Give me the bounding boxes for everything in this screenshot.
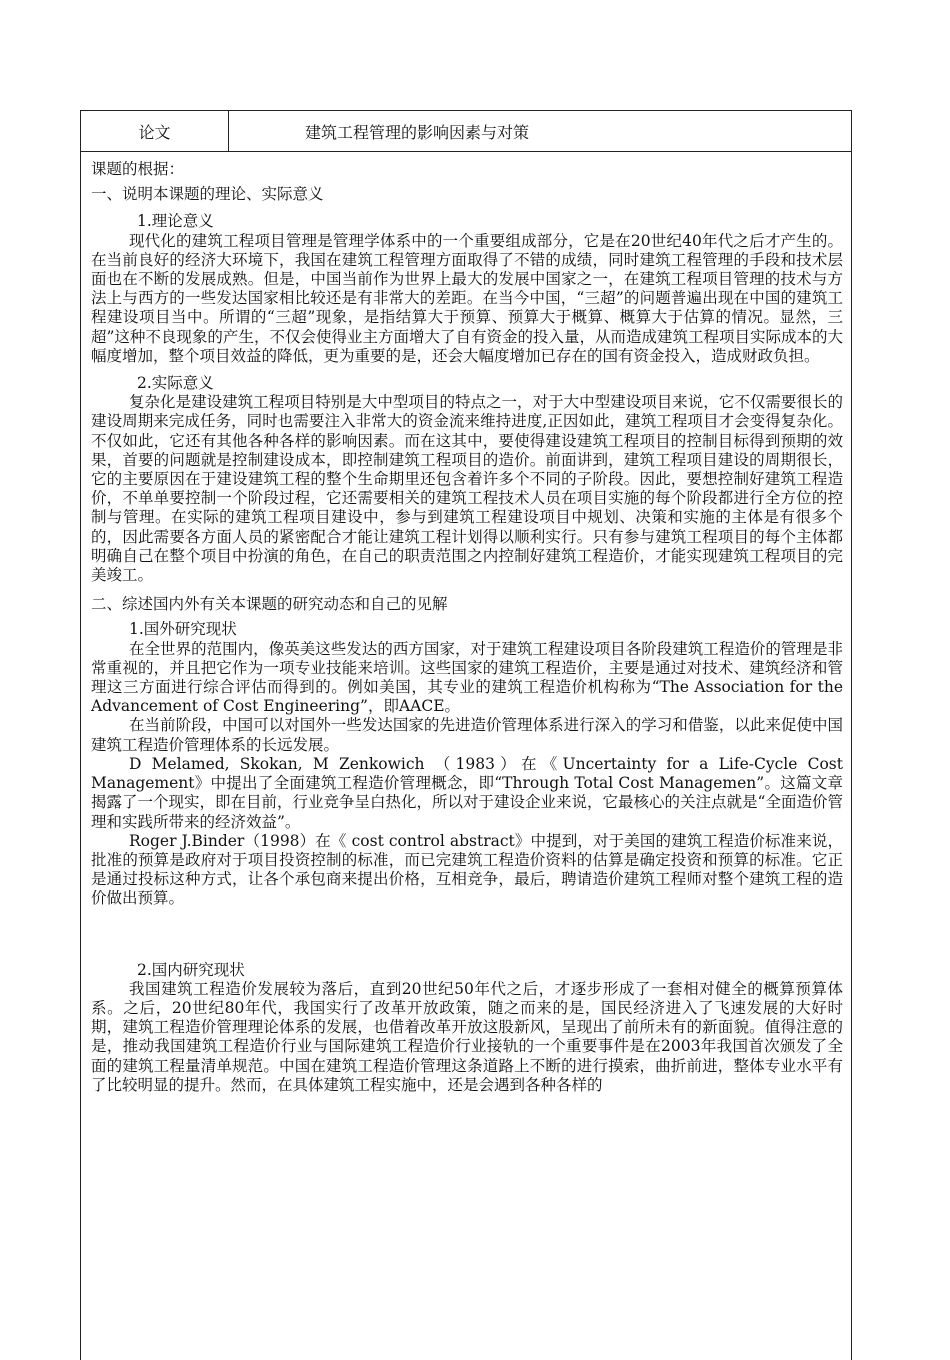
thesis-title: 建筑工程管理的影响因素与对策 (305, 122, 530, 142)
section-1-heading: 一、说明本课题的理论、实际意义 (91, 185, 324, 204)
section-2-1-paragraph-2: 在当前阶段，中国可以对国外一些发达国家的先进造价管理体系进行深入的学习和借鉴，以此来促使中国建筑工程造价管理体系的长远发展。 (91, 716, 843, 754)
section-2-1-paragraph-4: Roger J.Binder（1998）在《 cost control abstract》中提到，对于美国的建筑工程造价标准来说，批准的预算是政府对于项目投资控制的标准，而已完建筑工程造价资料的估算是确定投资和预算的标准。它正是通过投标这种方式，让各个承包商来提出价格，互相竞争，最后，聘请造价建筑工程师对整个建筑工程的造价做出预算。 (91, 831, 843, 908)
category-label: 论文 (81, 111, 229, 151)
content-cell (81, 152, 851, 1095)
form-table (80, 110, 852, 1360)
spacer (91, 909, 843, 961)
section-2-2-paragraph: 我国建筑工程造价发展较为落后，直到20世纪50年代之后，才逐步形成了一套相对健全的概算预算体系。之后，20世纪80年代，我国实行了改革开放政策，随之而来的是，国民经济进入了飞速发展的大好时期，建筑工程造价管理理论体系的发展，也借着改革开放这股新风，呈现出了前所未有的新面貌。值得注意的是，推动我国建筑工程造价行业与国际建筑工程造价行业接轨的一个重要事件是在2003年我国首次颁发了全面的建筑工程量清单规范。中国在建筑工程造价管理这条道路上不断的进行摸索，曲折前进，整体专业水平有了比较明显的提升。然而，在具体建筑工程实施中，还是会遇到各种各样的 (91, 979, 843, 1094)
section-1-2-paragraph: 复杂化是建设建筑工程项目特别是大中型项目的特点之一，对于大中型建设项目来说，它不仅需要很长的建设周期来完成任务，同时也需要注入非常大的资金流来维持进度,正因如此，建筑工程项目才会变得复杂化。不仅如此，它还有其他各种各样的影响因素。而在这其中，要使得建设建筑工程项目的控制目标得到预期的效果，首要的问题就是控制建设成本，即控制建筑工程项目的造价。前面讲到，建筑工程项目建设的周期很长，它的主要原因在于建设建筑工程的整个生命期里还包含着许多个不同的子阶段。因此，要想控制好建筑工程造价，不单单要控制一个阶段过程，它还需要相关的建筑工程技术人员在项目实施的每个阶段都进行全方位的控制与管理。在实际的建筑工程项目建设中，参与到建筑工程建设项目中规划、决策和实施的主体是有很多个的，因此需要各方面人员的紧密配合才能让建筑工程计划得以顺利实行。只有参与建筑工程项目的每个主体都明确自己在整个项目中扮演的角色，在自己的职责范围之内控制好建筑工程造价，才能实现建筑工程项目的完美竣工。 (91, 393, 843, 585)
section-2-1-paragraph-1: 在全世界的范围内，像英美这些发达的西方国家，对于建筑工程建设项目各阶段建筑工程造价的管理是非常重视的，并且把它作为一项专业技能来培训。这些国家的建筑工程造价，主要是通过对技术、建筑经济和管理这三方面进行综合评估而得到的。例如美国，其专业的建筑工程造价机构称为“The Association for the Advancement of Cost Engineering”，即AACE。 (91, 639, 843, 716)
section-1-2-heading: 2.实际意义 (137, 374, 214, 393)
basis-label: 课题的根据： (91, 160, 185, 178)
section-2-2-heading: 2.国内研究现状 (137, 960, 245, 979)
section-1-1-paragraph: 现代化的建筑工程项目管理是管理学体系中的一个重要组成部分，它是在20世纪40年代之后才产生的。在当前良好的经济大环境下，我国在建筑工程管理方面取得了不错的成绩，同时建筑工程管理的手段和技术层面也在不断的发展成熟。但是，中国当前作为世界上最大的发展中国家之一，在建筑工程项目管理的技术与方法上与西方的一些发达国家相比较还是有非常大的差距。在当今中国，“三超”的问题普遍出现在中国的建筑工程建设项目当中。所谓的“三超”现象，是指结算大于预算、预算大于概算、概算大于估算的情况。显然，三超”这种不良现象的产生，不仅会使得业主方面增大了自有资金的投入量，从而造成建筑工程项目实际成本的大幅度增加，整个项目效益的降低，更为重要的是，还会大幅度增加已存在的国有资金投入，造成财政负担。 (91, 231, 843, 365)
section-2-1-heading: 1.国外研究现状 (129, 620, 237, 639)
section-1-1-heading: 1.理论意义 (137, 212, 214, 231)
section-2-1-paragraph-3: D Melamed, Skokan, M Zenkowich （1983）在《Uncertainty for a Life-Cycle Cost Management》中提出了全面建筑工程造价管理概念，即“Through Total Cost Managemen”。这篇文章揭露了一个现实，即在目前，行业竞争呈白热化，所以对于建设企业来说，它最核心的关注点就是“全面造价管理和实践所带来的经济效益”。 (91, 754, 843, 831)
header-row (81, 111, 851, 152)
section-2-heading: 二、综述国内外有关本课题的研究动态和自己的见解 (91, 595, 448, 614)
